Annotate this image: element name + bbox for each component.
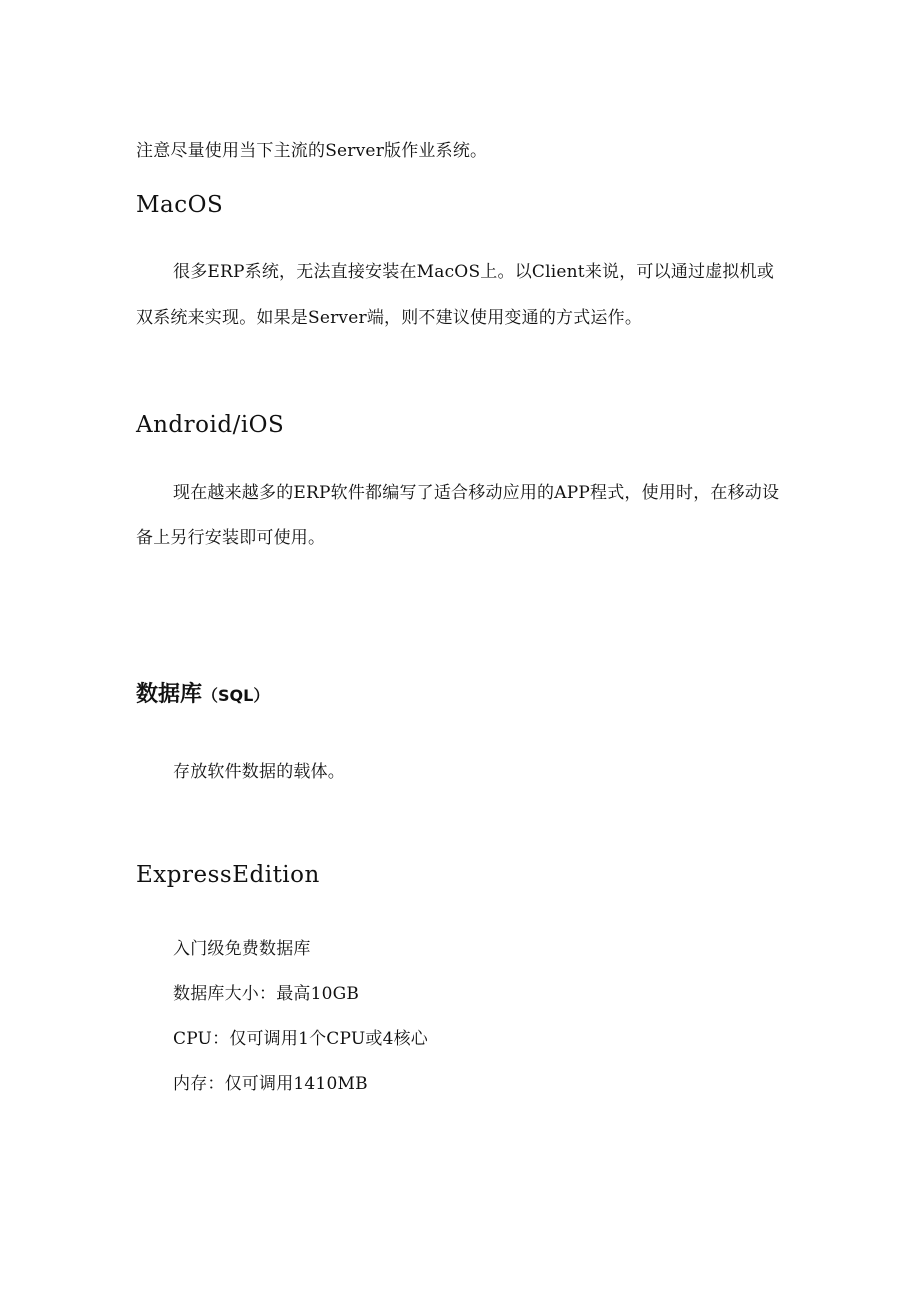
macos-heading: MacOS: [136, 192, 224, 218]
express-item-4: 内存：仅可调用1410MB: [173, 1074, 368, 1094]
express-item-2: 数据库大小：最高10GB: [173, 984, 360, 1004]
mobile-paragraph-line-2: 备上另行安装即可使用。: [136, 528, 326, 548]
database-heading-paren: （SQL）: [202, 686, 270, 705]
macos-paragraph-line-1: 很多ERP系统，无法直接安装在MacOS上。以Client来说，可以通过虚拟机或: [173, 262, 775, 282]
express-item-1: 入门级免费数据库: [173, 939, 311, 959]
express-heading: ExpressEdition: [136, 862, 320, 888]
macos-paragraph-line-2: 双系统来实现。如果是Server端，则不建议使用变通的方式运作。: [136, 308, 643, 328]
database-description: 存放软件数据的载体。: [173, 762, 345, 782]
mobile-heading: Android/iOS: [136, 412, 285, 438]
database-heading: [136, 684, 269, 706]
mobile-paragraph-line-1: 现在越来越多的ERP软件都编写了适合移动应用的APP程式，使用时，在移动设: [173, 483, 780, 503]
intro-text: 注意尽量使用当下主流的Server版作业系统。: [136, 141, 488, 161]
express-item-3: CPU：仅可调用1个CPU或4核心: [173, 1029, 428, 1049]
database-heading-main: 数据库: [136, 682, 203, 707]
